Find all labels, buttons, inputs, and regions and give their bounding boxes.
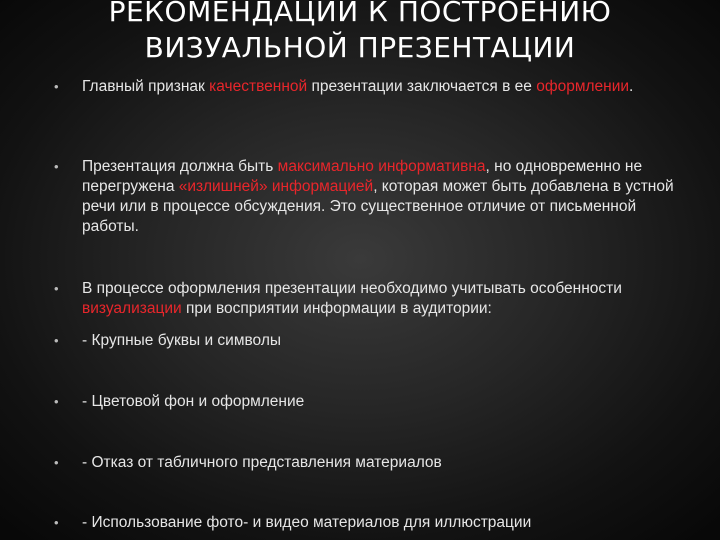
text-highlight: «излишней» информацией <box>178 178 374 195</box>
text-plain: Презентация должна быть <box>82 158 278 175</box>
list-item-text <box>82 279 682 319</box>
text-plain: , которая может быть добавлена в устной речи или в процессе обсуждения. Это существенное отличие от письменной работы. <box>82 178 674 235</box>
list-item-text: - Использование фото- и видео материалов для иллюстрации <box>82 514 532 531</box>
text-plain: презентации заключается в ее <box>307 78 537 95</box>
bullet-icon: • <box>54 281 59 296</box>
text-highlight: максимально информативна <box>277 158 486 175</box>
list-item-text <box>82 157 682 237</box>
text-highlight: оформлении <box>536 78 630 95</box>
list-item-text <box>82 77 682 97</box>
list-item-text: - Отказ от табличного представления материалов <box>82 454 442 471</box>
list-item-text: - Крупные буквы и символы <box>82 332 282 349</box>
bullet-icon: • <box>54 159 59 174</box>
slide-title <box>0 0 720 66</box>
bullet-icon: • <box>54 455 59 470</box>
bullet-icon: • <box>54 515 59 530</box>
bullet-icon: • <box>54 394 59 409</box>
slide-title-line-2: ВИЗУАЛЬНОЙ ПРЕЗЕНТАЦИИ <box>144 31 576 64</box>
bullet-icon: • <box>54 79 59 94</box>
list-item-text: - Цветовой фон и оформление <box>82 393 305 410</box>
text-plain: , но одновременно не перегружена <box>82 158 643 195</box>
text-plain: при восприятии информации в аудитории: <box>181 300 492 317</box>
text-highlight: визуализации <box>82 300 182 317</box>
text-highlight: качественной <box>209 78 308 95</box>
text-plain: Главный признак <box>82 78 210 95</box>
bullet-icon: • <box>54 333 59 348</box>
slide-title-line-1: РЕКОМЕНДАЦИИ К ПОСТРОЕНИЮ <box>108 0 612 28</box>
text-plain: В процессе оформления презентации необходимо учитывать особенности <box>82 280 622 297</box>
text-plain: . <box>629 78 634 95</box>
